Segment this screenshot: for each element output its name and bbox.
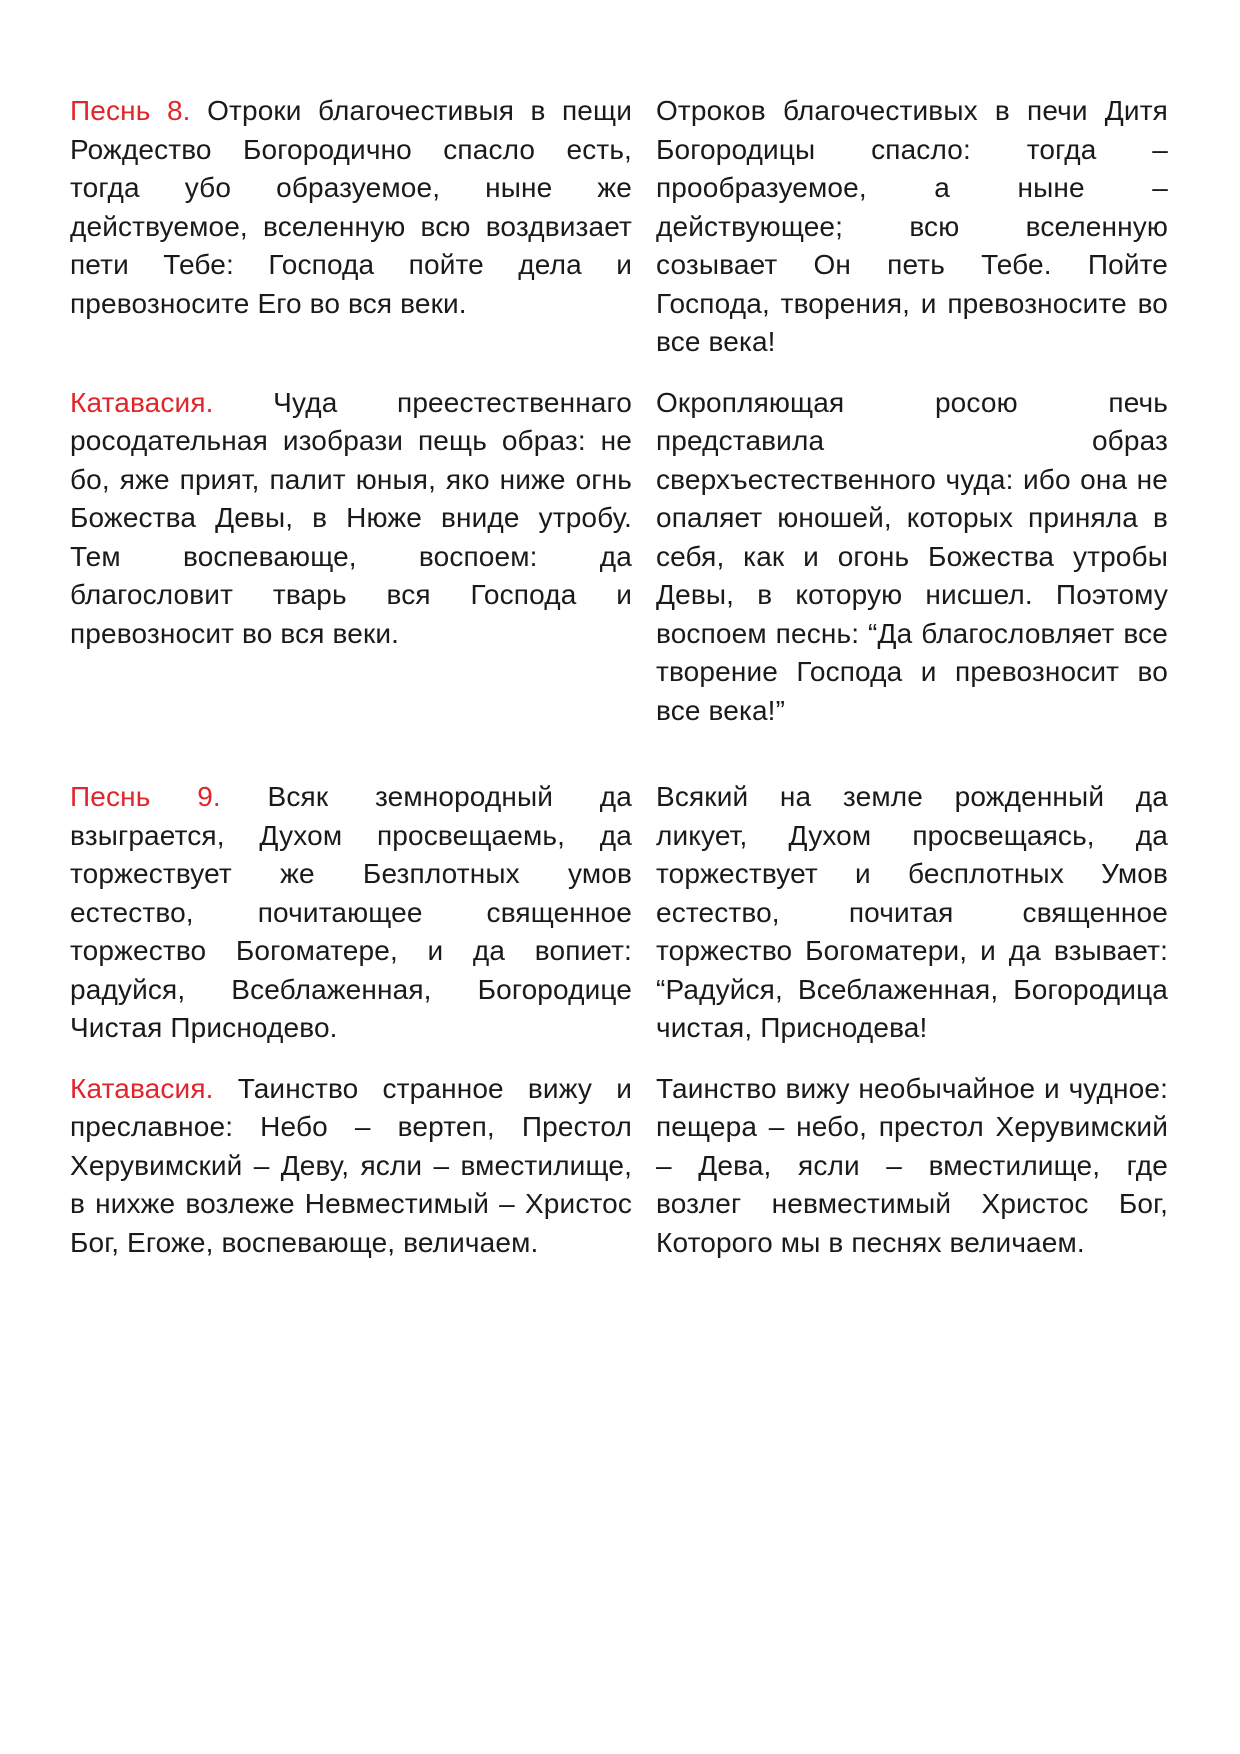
left-column-slavonic bbox=[70, 384, 632, 731]
section-katavasia-8 bbox=[70, 384, 1168, 731]
slavonic-text: Таинство странное вижу и преславное: Небо – вертеп, Престол Херувимский – Деву, ясли – вместилище, в нихже возлеже Невместимый – Христос Бог, Егоже, воспевающе, величаем. bbox=[70, 1072, 632, 1258]
section-song-8 bbox=[70, 92, 1168, 362]
russian-text: Окропляющая росою печь представила образ сверхъестественного чуда: ибо она не опаляет юношей, которых приняла в себя, как и огонь Божества утробы Девы, в которую нисшел. Поэтому воспоем песнь: “Да благословляет все творение Господа и превозносит во все века!” bbox=[656, 386, 1168, 726]
left-column-slavonic bbox=[70, 92, 632, 362]
section-label: Катавасия. bbox=[70, 1072, 214, 1104]
page-content bbox=[70, 92, 1168, 1262]
russian-text: Всякий на земле рожденный да ликует, Духом просвещаясь, да торжествует и бесплотных Умов естество, почитая священное торжество Богоматери, и да взывает: “Радуйся, Всеблаженная, Богородица чистая, Приснодева! bbox=[656, 781, 1168, 1043]
russian-text: Отроков благочестивых в печи Дитя Богородицы спасло: тогда – прообразуемое, а ныне – действующее; всю вселенную созывает Он петь Тебе. Пойте Господа, творения, и превозносите во все века! bbox=[656, 95, 1168, 357]
russian-text: Таинство вижу необычайное и чудное: пещера – небо, престол Херувимский – Дева, ясли – вместилище, где возлег невместимый Христос Бог, Которого мы в песнях величаем. bbox=[656, 1072, 1168, 1258]
section-katavasia-9 bbox=[70, 1070, 1168, 1263]
left-column-slavonic bbox=[70, 1070, 632, 1263]
slavonic-text: Отроки благочестивыя в пещи Рождество Богородично спасло есть, тогда убо образуемое, ныне же действуемое, вселенную всю воздвизает пети Тебе: Господа пойте дела и превозносите Его во вся веки. bbox=[70, 95, 632, 319]
right-column-russian bbox=[656, 92, 1168, 362]
section-label: Катавасия. bbox=[70, 386, 214, 418]
slavonic-text: Чуда преестественнаго росодательная изобрази пещь образ: не бо, яже прият, палит юныя, яко ниже огнь Божества Девы, в Нюже вниде утробу. Тем воспевающе, воспоем: да благословит тварь вся Господа и превозносит во вся веки. bbox=[70, 386, 632, 649]
right-column-russian bbox=[656, 1070, 1168, 1263]
section-label: Песнь 9. bbox=[70, 781, 221, 812]
left-column-slavonic bbox=[70, 778, 632, 1048]
right-column-russian bbox=[656, 778, 1168, 1048]
section-song-9 bbox=[70, 778, 1168, 1048]
section-label: Песнь 8. bbox=[70, 95, 191, 126]
right-column-russian bbox=[656, 384, 1168, 731]
slavonic-text: Всяк земнородный да взыграется, Духом просвещаемь, да торжествует же Безплотных умов естество, почитающее священное торжество Богоматере, и да вопиет: радуйся, Всеблаженная, Богородице Чистая Приснодево. bbox=[70, 781, 632, 1043]
